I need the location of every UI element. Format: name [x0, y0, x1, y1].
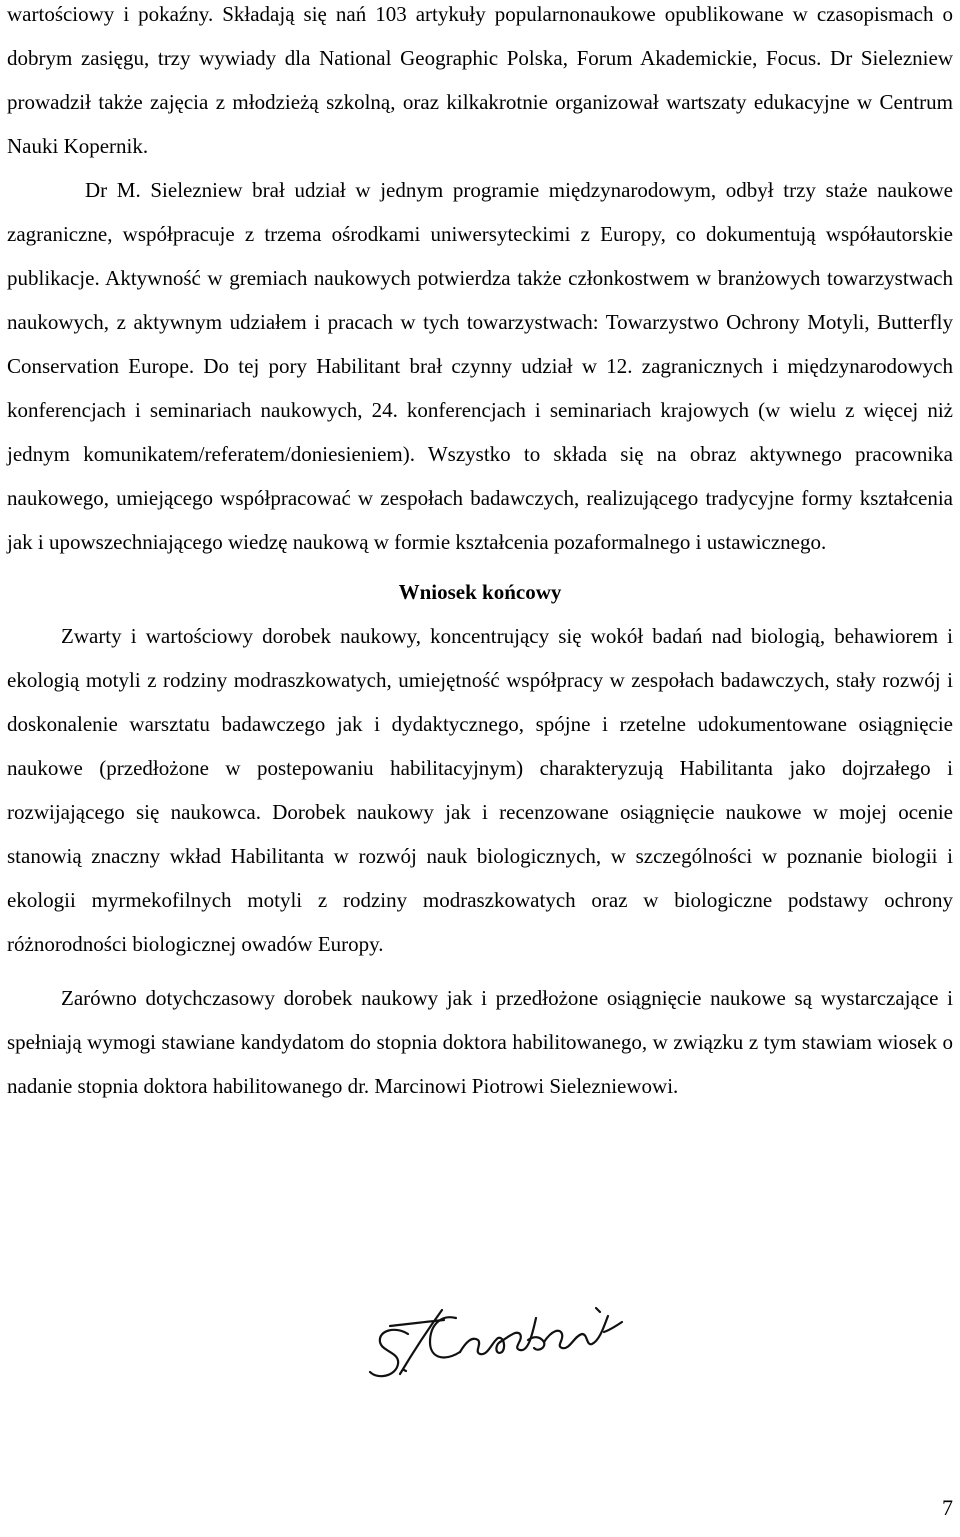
paragraph-conclusion: Zwarty i wartościowy dorobek naukowy, koncentrujący się wokół badań nad biologią, behawiorem i ekologią motyli z rodziny modraszkowatych, umiejętność współpracy w zespołach badawczych, stały rozwój i doskonalenie warsztatu badawczego jak i dydaktycznego, spójne i rzetelne udokumentowane osiągnięcie naukowe (przedłożone w postepowaniu habilitacyjnym) charakteryzują Habilitanta jako dojrzałego i rozwijającego się naukowca. Dorobek naukowy jak i recenzowane osiągnięcie naukowe w mojej ocenie stanowią znaczny wkład Habilitanta w rozwój nauk biologicznych, w szczególności w poznanie biologii i ekologii myrmekofilnych motyli z rodziny modraszkowatych oraz w biologiczne podstawy ochrony różnorodności biologicznej owadów Europy.: [7, 624, 953, 956]
handwritten-signature-icon: [360, 1296, 640, 1396]
page-number: 7: [942, 1495, 953, 1520]
paragraph-international-activity: Dr M. Sielezniew brał udział w jednym programie międzynarodowym, odbył trzy staże naukowe zagraniczne, współpracuje z trzema ośrodkami uniwersyteckimi z Europy, co dokumentują współautorskie publikacje. Aktywność w gremiach naukowych potwierdza także członkostwem w branżowych towarzystwach naukowych, z aktywnym udziałem i pracach w tych towarzystwach: Towarzystwo Ochrony Motyli, Butterfly Conservation Europe. Do tej pory Habilitant brał czynny udział w 12. zagranicznych i międzynarodowych konferencjach i seminariach naukowych, 24. konferencjach i seminariach krajowych (w wielu z więcej niż jednym komunikatem/referatem/doniesieniem). Wszystko to składa się na obraz aktywnego pracownika naukowego, umiejącego współpracować w zespołach badawczych, realizującego tradycyjne formy kształcenia jak i upowszechniającego wiedzę naukową w formie kształcenia pozaformalnego i ustawicznego.: [7, 178, 953, 554]
document-page: [7, 0, 953, 1108]
section-heading: Wniosek końcowy: [398, 580, 562, 604]
paragraph-outreach: wartościowy i pokaźny. Składają się nań 103 artykuły popularnonaukowe opublikowane w czasopismach o dobrym zasięgu, trzy wywiady dla National Geographic Polska, Forum Akademickie, Focus. Dr Sielezniew prowadził także zajęcia z młodzieżą szkolną, oraz kilkakrotnie organizował wartszaty edukacyjne w Centrum Nauki Kopernik.: [7, 2, 953, 158]
paragraph-final-motion: Zarówno dotychczasowy dorobek naukowy jak i przedłożone osiągnięcie naukowe są wystarczające i spełniają wymogi stawiane kandydatom do stopnia doktora habilitowanego, w związku z tym stawiam wiosek o nadanie stopnia doktora habilitowanego dr. Marcinowi Piotrowi Sielezniewowi.: [7, 986, 953, 1098]
